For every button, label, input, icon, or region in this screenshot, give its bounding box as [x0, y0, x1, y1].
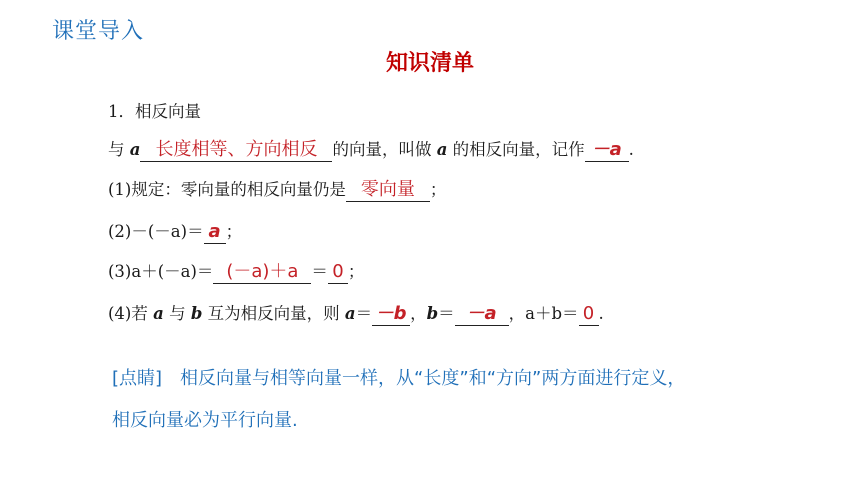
answer-blank-zero-2: 0 — [579, 304, 599, 326]
text: (2)－(－a)＝ — [108, 222, 204, 241]
text: (1)规定：零向量的相反向量仍是 — [108, 180, 346, 199]
answer-blank-zero-vector: 零向量 — [346, 180, 430, 202]
answer-blank-neg-b: －b — [372, 304, 410, 326]
text: . — [598, 304, 604, 323]
text: 的向量，叫做 — [332, 140, 432, 159]
answer-blank-notation: －a — [585, 140, 629, 162]
text: 的相反向量，记作 — [452, 140, 585, 159]
rule-4 — [108, 300, 604, 326]
text: 与 — [169, 304, 186, 323]
rule-3 — [108, 258, 364, 284]
var-b: b — [426, 304, 439, 323]
text: ， — [410, 304, 427, 323]
text: ＝ — [355, 304, 373, 323]
text: . — [628, 140, 634, 159]
var-a: a — [344, 304, 356, 323]
text: (4)若 — [108, 304, 148, 323]
text: ； — [429, 180, 447, 199]
definition-line — [108, 136, 634, 162]
var-a: a — [129, 140, 141, 159]
note-line-1: [点睛] 相反向量与相等向量一样，从“长度”和“方向”两方面进行定义， — [112, 368, 686, 389]
heading-opposite-vectors: 1．相反向量 — [108, 102, 201, 121]
answer-blank-neg-a: －a — [455, 304, 509, 326]
var-a: a — [153, 304, 164, 323]
text: ＝ — [438, 304, 455, 323]
text: ； — [225, 222, 243, 241]
text: 互为相反向量，则 — [207, 304, 340, 323]
rule-1 — [108, 176, 446, 202]
rule-2 — [108, 218, 242, 244]
text: 与 — [108, 140, 125, 159]
page-title: 知识清单 — [385, 51, 474, 76]
note-line-2: 相反向量必为平行向量. — [112, 410, 298, 431]
text: ； — [347, 262, 365, 281]
text: ＝ — [311, 262, 328, 281]
answer-blank-definition: 长度相等、方向相反 — [140, 140, 332, 162]
text: (3)a＋(－a)＝ — [108, 262, 214, 281]
answer-blank-a: a — [204, 222, 226, 244]
answer-blank-zero: 0 — [328, 262, 348, 284]
answer-blank-sum: (－a)＋a — [213, 262, 311, 284]
text: a＋b＝ — [525, 304, 579, 323]
section-header: 课堂导入 — [52, 19, 145, 44]
var-b: b — [190, 304, 203, 323]
text: ， — [508, 304, 526, 323]
var-a: a — [436, 140, 448, 159]
